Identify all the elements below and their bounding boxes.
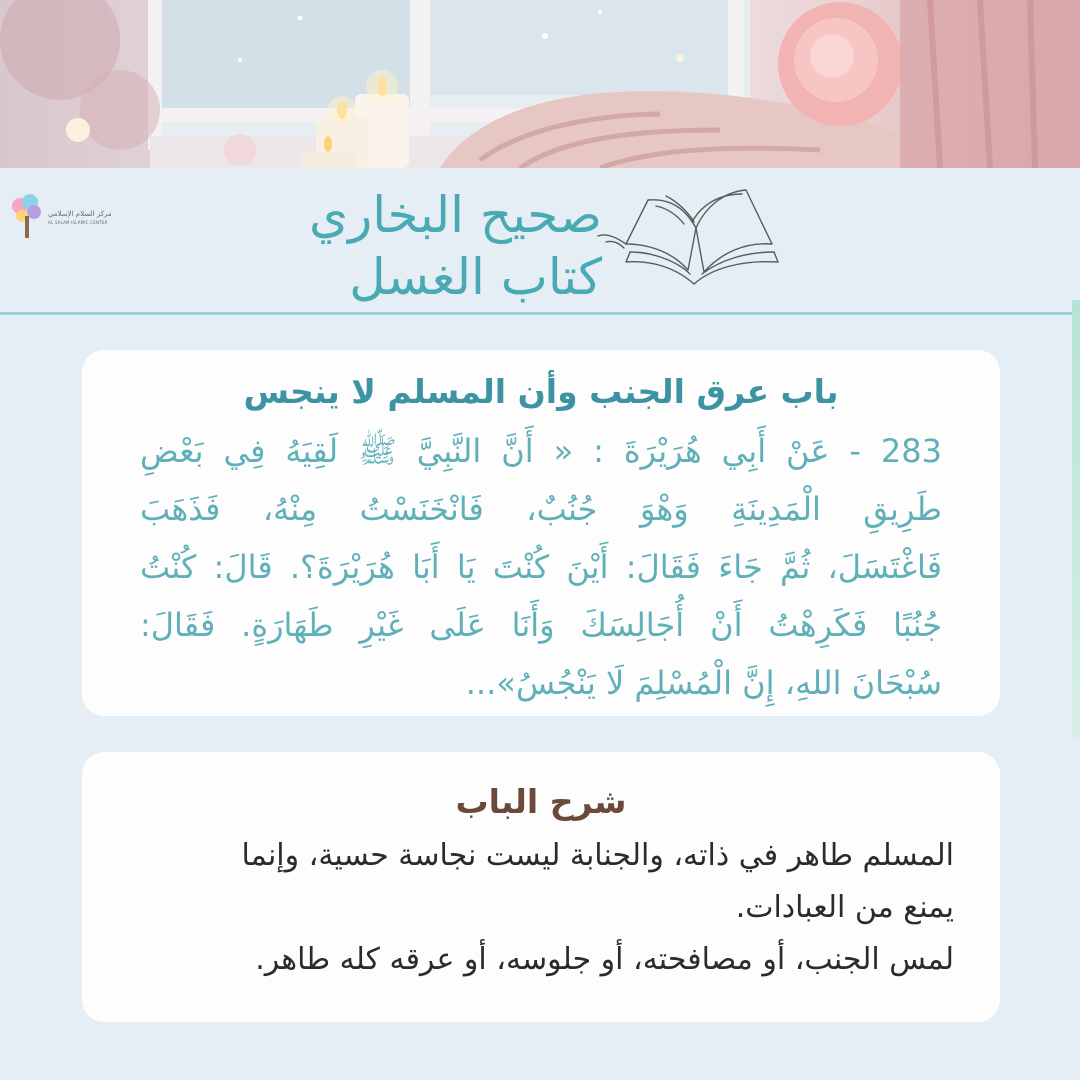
hadith-line: جُنُبًا فَكَرِهْتُ أَنْ أُجَالِسَكَ وَأَنَا عَلَى غَيْرِ طَهَارَةٍ. فَقَالَ: — [140, 606, 942, 644]
header-divider — [0, 312, 1080, 315]
hadith-text — [140, 422, 942, 712]
al-salam-logo — [10, 192, 110, 242]
tree-logo-icon — [10, 192, 44, 242]
header-banner-image — [0, 0, 1080, 168]
open-book-icon — [596, 188, 784, 292]
book-title: صحيح البخاري — [309, 186, 602, 244]
hadith-card — [82, 350, 1000, 716]
chapter-heading: باب عرق الجنب وأن المسلم لا ينجس — [243, 372, 839, 411]
hadith-line: فَاغْتَسَلَ، ثُمَّ جَاءَ فَقَالَ: أَيْنَ كُنْتَ يَا أَبَا هُرَيْرَةَ؟. قَالَ: كُنْتُ — [140, 548, 942, 586]
explanation-heading: شرح الباب — [455, 782, 627, 821]
hadith-line: 283 - عَنْ أَبِي هُرَيْرَةَ : « أَنَّ النَّبِيَّ ﷺ لَقِيَهُ فِي بَعْضِ — [140, 432, 942, 470]
logo-english-name: AL SALAM ISLAMIC CENTER — [48, 220, 108, 225]
edge-accent-strip — [1072, 300, 1080, 740]
hadith-line: طَرِيقِ الْمَدِينَةِ وَهْوَ جُنُبٌ، فَانْخَنَسْتُ مِنْهُ، فَذَهَبَ — [140, 490, 942, 528]
logo-arabic-name: مركز السلام الإسلامي — [48, 210, 112, 218]
explanation-card — [82, 752, 1000, 1022]
hadith-line: سُبْحَانَ اللهِ، إِنَّ الْمُسْلِمَ لَا يَنْجُسُ»... — [465, 664, 942, 702]
chapter-title: كتاب الغسل — [349, 248, 602, 306]
explanation-line: يمنع من العبادات. — [735, 890, 954, 925]
explanation-line: لمس الجنب، أو مصافحته، أو جلوسه، أو عرقه كله طاهر. — [255, 942, 954, 977]
explanation-text — [128, 830, 954, 986]
explanation-line: المسلم طاهر في ذاته، والجنابة ليست نجاسة حسية، وإنما — [241, 838, 954, 873]
window-candles-illustration — [0, 0, 1080, 168]
